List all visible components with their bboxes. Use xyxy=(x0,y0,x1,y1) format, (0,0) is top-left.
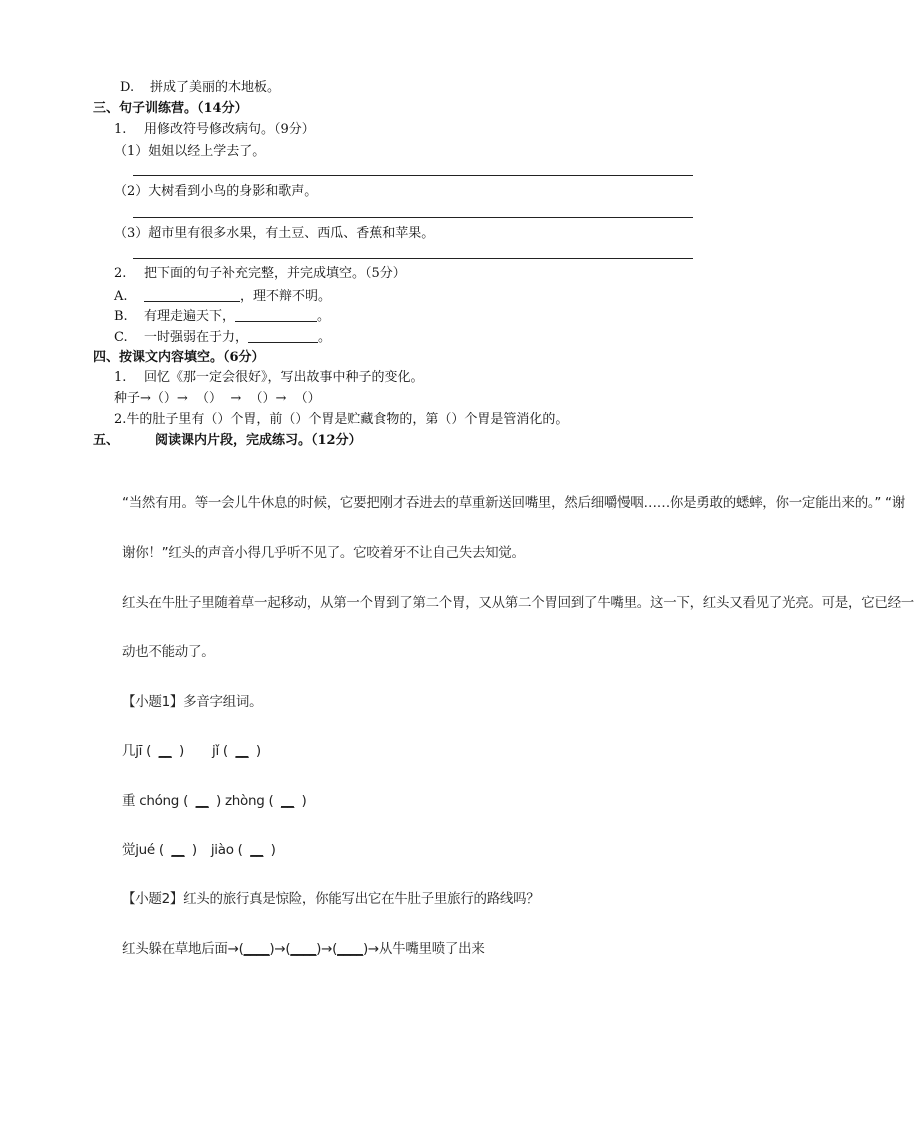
s3-q2 xyxy=(114,265,406,283)
option-d xyxy=(120,79,280,97)
route-end: →从牛嘴里喷了出来 xyxy=(367,941,485,957)
option-text: 一时强弱在于力， xyxy=(144,330,249,345)
pinyin: jǐ xyxy=(212,743,219,759)
option-end: 。 xyxy=(317,309,331,324)
question-text: 用修改符号修改病句。（9分） xyxy=(144,122,315,137)
route-line: 红头躲在草地后面→(____)→(____)→(____)→从牛嘴里喷了出来 xyxy=(122,941,485,957)
answer-blank[interactable]: __ xyxy=(171,842,185,858)
answer-blank[interactable]: __ xyxy=(158,743,172,759)
passage-line-4: 动也不能动了。 xyxy=(122,644,215,660)
question-text: 回忆《那一定会很好》，写出故事中种子的变化。 xyxy=(144,370,424,385)
route-blank-1[interactable]: ____ xyxy=(243,941,270,957)
option-label: A. xyxy=(114,289,128,304)
section-title-text: 阅读课内片段，完成练习。（12分） xyxy=(155,433,362,448)
option-text: ，理不辩不明。 xyxy=(240,289,332,304)
subquestion-1-title: 【小题1】多音字组词。 xyxy=(122,694,263,710)
s3-q1-item-2: （2）大树看到小鸟的身影和歌声。 xyxy=(114,184,318,199)
s3-q2-c xyxy=(114,328,331,347)
pinyin: jī xyxy=(135,743,143,759)
option-end: 。 xyxy=(318,330,332,345)
polyphone-row-1: 几jī ( __ ) jǐ ( __ ) xyxy=(122,743,261,759)
subquestion-2-title: 【小题2】红头的旅行真是惊险，你能写出它在牛肚子里旅行的路线吗？ xyxy=(122,891,540,907)
pinyin: jiào xyxy=(210,842,234,858)
section-3-title: 三、句子训练营。（14分） xyxy=(93,101,248,116)
route-start: 红头躲在草地后面→ xyxy=(122,941,239,957)
option-text: 拼成了美丽的木地板。 xyxy=(150,80,281,95)
question-text: 把下面的句子补充完整，并完成填空。（5分） xyxy=(144,266,406,281)
question-number: 1. xyxy=(114,122,127,137)
section-number: 五、 xyxy=(93,433,120,448)
answer-line-1[interactable] xyxy=(133,175,693,176)
answer-blank[interactable]: __ xyxy=(281,793,294,809)
polyphone-row-2: 重 chóng ( __ ) zhòng ( __ ) xyxy=(122,793,307,809)
polyphone-row-3: 觉jué ( __ ) jiào ( __ ) xyxy=(122,842,276,858)
option-label: B. xyxy=(114,309,128,324)
route-blank-3[interactable]: ____ xyxy=(337,941,363,957)
question-number: 1. xyxy=(114,370,127,385)
s3-q1-item-1: （1）姐姐以经上学去了。 xyxy=(114,144,266,159)
polyphone-char: 重 xyxy=(122,793,136,809)
answer-blank[interactable]: __ xyxy=(195,793,209,809)
pinyin: zhòng xyxy=(224,793,265,809)
option-label: C. xyxy=(114,330,128,345)
section-5-title xyxy=(93,432,362,450)
s4-q2: 2.牛的肚子里有（）个胃，前（）个胃是贮藏食物的，第（）个胃是管消化的。 xyxy=(114,412,569,427)
polyphone-char: 几 xyxy=(122,743,136,759)
fill-blank[interactable] xyxy=(144,287,240,302)
answer-line-2[interactable] xyxy=(133,217,693,218)
s3-q2-a xyxy=(114,287,331,306)
s4-q1 xyxy=(114,369,424,387)
s3-q1-item-3: （3）超市里有很多水果，有土豆、西瓜、香蕉和苹果。 xyxy=(114,226,435,241)
passage-line-1: “当然有用。等一会儿牛休息的时候，它要把刚才吞进去的草重新送回嘴里，然后细嚼慢咽……你是勇敢的蟋蟀，你一定能出来的。” “谢 xyxy=(122,495,905,511)
option-label: D. xyxy=(120,80,135,95)
passage-line-3: 红头在牛肚子里随着草一起移动，从第一个胃到了第二个胃，又从第二个胃回到了牛嘴里。这一下，红头又看见了光亮。可是，它已经一 xyxy=(122,595,914,611)
answer-line-3[interactable] xyxy=(133,258,693,259)
answer-blank[interactable]: __ xyxy=(250,842,264,858)
pinyin: jué xyxy=(135,842,155,858)
fill-blank[interactable] xyxy=(248,328,318,343)
seed-chain: 种子→（）→ （） → （）→ （） xyxy=(114,391,321,406)
passage-line-2: 谢你！”红头的声音小得几乎听不见了。它咬着牙不让自己失去知觉。 xyxy=(122,545,525,561)
section-4-title: 四、按课文内容填空。（6分） xyxy=(93,350,265,365)
s3-q2-b xyxy=(114,307,330,326)
answer-blank[interactable]: __ xyxy=(235,743,249,759)
question-number: 2. xyxy=(114,266,127,281)
pinyin: chóng xyxy=(139,793,180,809)
polyphone-char: 觉 xyxy=(122,842,136,858)
s3-q1 xyxy=(114,121,315,139)
fill-blank[interactable] xyxy=(235,307,317,322)
option-text: 有理走遍天下， xyxy=(144,309,236,324)
route-blank-2[interactable]: ____ xyxy=(290,941,317,957)
